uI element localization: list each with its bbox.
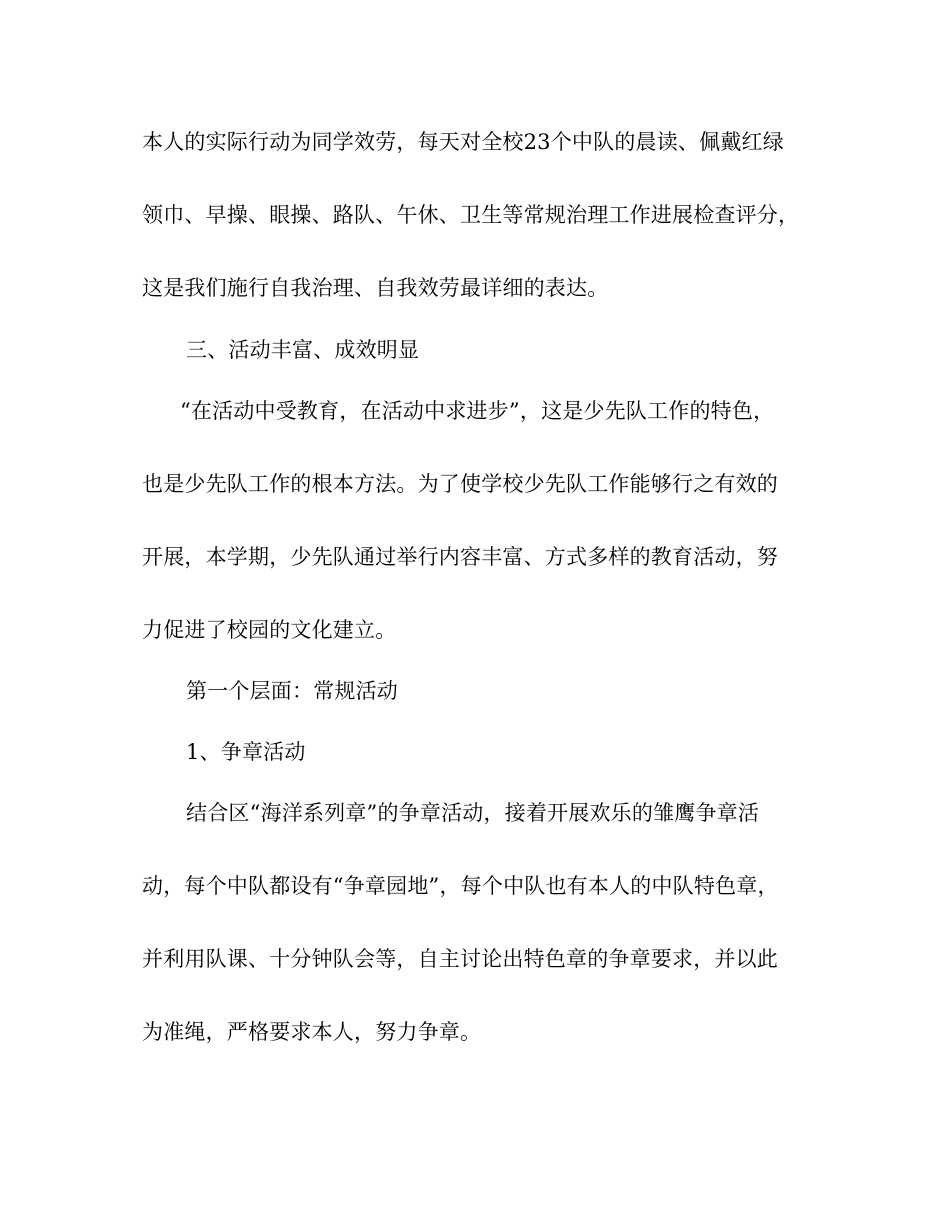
paragraph-line: 力促进了校园的文化建立。 xyxy=(142,618,397,642)
paragraph-line: 开展，本学期，少先队通过举行内容丰富、方式多样的教育活动，努 xyxy=(142,545,778,569)
paragraph-line: 为准绳，严格要求本人，努力争章。 xyxy=(142,1020,482,1044)
paragraph-line: “在活动中受教育，在活动中求进步”，这是少先队工作的特色， xyxy=(180,399,775,423)
section-heading: 三、活动丰富、成效明显 xyxy=(186,338,420,362)
paragraph-line: 结合区“海洋系列章”的争章活动，接着开展欢乐的雏鹰争章活 xyxy=(186,801,760,825)
subsection-heading: 第一个层面：常规活动 xyxy=(186,679,398,703)
paragraph-line: 也是少先队工作的根本方法。为了使学校少先队工作能够行之有效的 xyxy=(142,472,778,496)
paragraph-line: 动，每个中队都设有“争章园地”，每个中队也有本人的中队特色章， xyxy=(142,874,779,898)
paragraph-line: 领巾、早操、眼操、路队、午休、卫生等常规治理工作进展检查评分， xyxy=(142,203,800,227)
paragraph-line: 并利用队课、十分钟队会等，自主讨论出特色章的争章要求，并以此 xyxy=(142,947,778,971)
item-heading: 1、争章活动 xyxy=(186,740,306,764)
paragraph-line: 这是我们施行自我治理、自我效劳最详细的表达。 xyxy=(142,276,609,300)
paragraph-line: 本人的实际行动为同学效劳，每天对全校23个中队的晨读、佩戴红绿 xyxy=(142,130,784,154)
